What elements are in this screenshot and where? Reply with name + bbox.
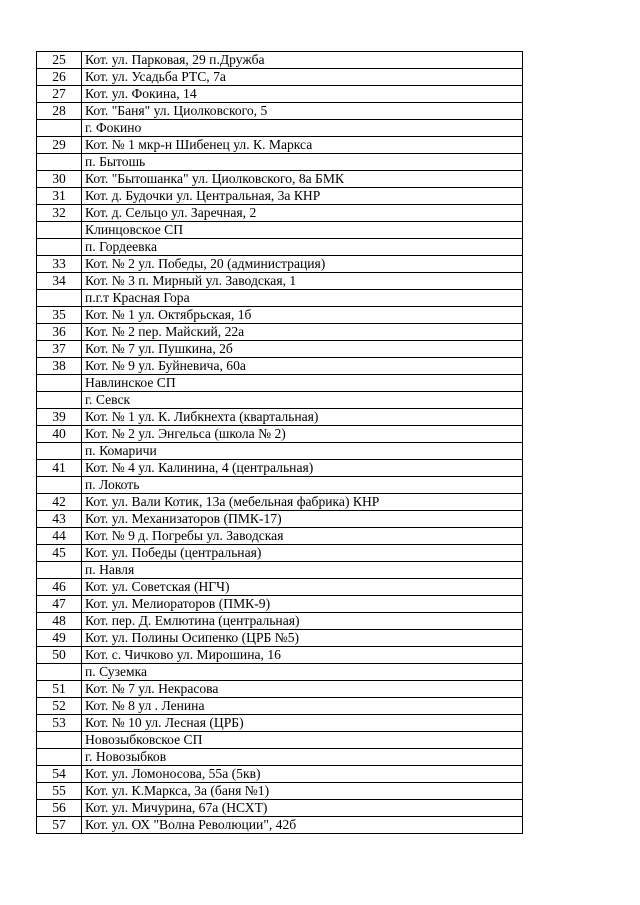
row-number: 34: [37, 273, 82, 290]
table-row: [37, 528, 523, 545]
table-row: [37, 188, 523, 205]
row-number: 45: [37, 545, 82, 562]
row-number: 50: [37, 647, 82, 664]
row-number: 52: [37, 698, 82, 715]
row-number: 49: [37, 630, 82, 647]
row-number: [37, 120, 82, 137]
boiler-address: Кот. № 9 ул. Буйневича, 60а: [82, 358, 523, 375]
boiler-address: Кот. № 1 ул. К. Либкнехта (квартальная): [82, 409, 523, 426]
boiler-address: Кот. д. Сельцо ул. Заречная, 2: [82, 205, 523, 222]
table-row: [37, 205, 523, 222]
table-row: [37, 511, 523, 528]
locality-name: п. Гордеевка: [82, 239, 523, 256]
locality-name: п. Комаричи: [82, 443, 523, 460]
boiler-address: Кот. пер. Д. Емлютина (центральная): [82, 613, 523, 630]
table-row: [37, 766, 523, 783]
table-row: [37, 358, 523, 375]
section-heading-row: [37, 154, 523, 171]
row-number: 47: [37, 596, 82, 613]
locality-name: г. Новозыбков: [82, 749, 523, 766]
row-number: [37, 749, 82, 766]
locality-name: Новозыбковское СП: [82, 732, 523, 749]
row-number: [37, 732, 82, 749]
boiler-address: Кот. № 3 п. Мирный ул. Заводская, 1: [82, 273, 523, 290]
section-heading-row: [37, 664, 523, 681]
table-row: [37, 86, 523, 103]
boiler-address: Кот. № 10 ул. Лесная (ЦРБ): [82, 715, 523, 732]
locality-name: п. Навля: [82, 562, 523, 579]
table-row: [37, 647, 523, 664]
row-number: 27: [37, 86, 82, 103]
table-row: [37, 494, 523, 511]
row-number: [37, 562, 82, 579]
boiler-address: Кот. ул. ОХ "Волна Революции", 42б: [82, 817, 523, 834]
boiler-address: Кот. № 1 мкр-н Шибенец ул. К. Маркса: [82, 137, 523, 154]
table-row: [37, 715, 523, 732]
row-number: 25: [37, 52, 82, 69]
boiler-address: Кот. ул. Полины Осипенко (ЦРБ №5): [82, 630, 523, 647]
row-number: 44: [37, 528, 82, 545]
row-number: 51: [37, 681, 82, 698]
row-number: 53: [37, 715, 82, 732]
table-row: [37, 137, 523, 154]
table-row: [37, 545, 523, 562]
locality-name: п. Локоть: [82, 477, 523, 494]
row-number: 56: [37, 800, 82, 817]
boiler-address: Кот. № 7 ул. Пушкина, 2б: [82, 341, 523, 358]
table-row: [37, 307, 523, 324]
row-number: 37: [37, 341, 82, 358]
table-row: [37, 52, 523, 69]
row-number: 36: [37, 324, 82, 341]
row-number: 55: [37, 783, 82, 800]
boiler-address: Кот. ул. Мичурина, 67а (НСХТ): [82, 800, 523, 817]
row-number: 57: [37, 817, 82, 834]
row-number: [37, 239, 82, 256]
boiler-address: Кот. № 1 ул. Октябрьская, 1б: [82, 307, 523, 324]
locality-name: Клинцовское СП: [82, 222, 523, 239]
locality-name: Навлинское СП: [82, 375, 523, 392]
boiler-address: Кот. ул. Мелиораторов (ПМК-9): [82, 596, 523, 613]
section-heading-row: [37, 562, 523, 579]
boiler-address: Кот. ул. Ломоносова, 55а (5кв): [82, 766, 523, 783]
row-number: 43: [37, 511, 82, 528]
row-number: [37, 375, 82, 392]
table-row: [37, 256, 523, 273]
section-heading-row: [37, 749, 523, 766]
row-number: 38: [37, 358, 82, 375]
row-number: 39: [37, 409, 82, 426]
row-number: 40: [37, 426, 82, 443]
table-row: [37, 460, 523, 477]
row-number: [37, 392, 82, 409]
boiler-address: Кот. "Баня" ул. Циолковского, 5: [82, 103, 523, 120]
boiler-address: Кот. ул. Победы (центральная): [82, 545, 523, 562]
boiler-address: Кот. № 2 пер. Майский, 22а: [82, 324, 523, 341]
row-number: 30: [37, 171, 82, 188]
table-row: [37, 103, 523, 120]
boiler-address: Кот. № 4 ул. Калинина, 4 (центральная): [82, 460, 523, 477]
boiler-address: Кот. ул. Механизаторов (ПМК-17): [82, 511, 523, 528]
table-row: [37, 783, 523, 800]
row-number: 31: [37, 188, 82, 205]
table-row: [37, 324, 523, 341]
section-heading-row: [37, 375, 523, 392]
row-number: [37, 222, 82, 239]
table-row: [37, 698, 523, 715]
table-body: [37, 52, 523, 834]
table-row: [37, 681, 523, 698]
boiler-address: Кот. ул. Парковая, 29 п.Дружба: [82, 52, 523, 69]
row-number: 48: [37, 613, 82, 630]
section-heading-row: [37, 239, 523, 256]
section-heading-row: [37, 290, 523, 307]
locality-name: п. Суземка: [82, 664, 523, 681]
row-number: 29: [37, 137, 82, 154]
section-heading-row: [37, 732, 523, 749]
section-heading-row: [37, 477, 523, 494]
table-row: [37, 341, 523, 358]
boiler-list-table: [36, 51, 523, 834]
row-number: 32: [37, 205, 82, 222]
table-row: [37, 800, 523, 817]
table-row: [37, 409, 523, 426]
document-page: [36, 51, 523, 834]
row-number: [37, 154, 82, 171]
row-number: 41: [37, 460, 82, 477]
row-number: 33: [37, 256, 82, 273]
table-row: [37, 579, 523, 596]
row-number: 42: [37, 494, 82, 511]
section-heading-row: [37, 392, 523, 409]
boiler-address: Кот. с. Чичково ул. Мирошина, 16: [82, 647, 523, 664]
section-heading-row: [37, 222, 523, 239]
boiler-address: Кот. д. Будочки ул. Центральная, 3а КНР: [82, 188, 523, 205]
row-number: [37, 443, 82, 460]
boiler-address: Кот. № 9 д. Погребы ул. Заводская: [82, 528, 523, 545]
locality-name: п. Бытошь: [82, 154, 523, 171]
row-number: 35: [37, 307, 82, 324]
boiler-address: Кот. № 2 ул. Энгельса (школа № 2): [82, 426, 523, 443]
boiler-address: Кот. ул. Советская (НГЧ): [82, 579, 523, 596]
row-number: 28: [37, 103, 82, 120]
row-number: [37, 290, 82, 307]
locality-name: г. Фокино: [82, 120, 523, 137]
boiler-address: Кот. ул. Фокина, 14: [82, 86, 523, 103]
row-number: 26: [37, 69, 82, 86]
locality-name: г. Севск: [82, 392, 523, 409]
boiler-address: Кот. № 8 ул . Ленина: [82, 698, 523, 715]
table-row: [37, 613, 523, 630]
row-number: [37, 477, 82, 494]
table-row: [37, 171, 523, 188]
table-row: [37, 69, 523, 86]
row-number: [37, 664, 82, 681]
section-heading-row: [37, 443, 523, 460]
table-row: [37, 596, 523, 613]
table-row: [37, 426, 523, 443]
boiler-address: Кот. "Бытошанка" ул. Циолковского, 8а БМК: [82, 171, 523, 188]
table-row: [37, 630, 523, 647]
boiler-address: Кот. ул. К.Маркса, 3а (баня №1): [82, 783, 523, 800]
locality-name: п.г.т Красная Гора: [82, 290, 523, 307]
boiler-address: Кот. ул. Усадьба РТС, 7а: [82, 69, 523, 86]
boiler-address: Кот. № 7 ул. Некрасова: [82, 681, 523, 698]
boiler-address: Кот. ул. Вали Котик, 13а (мебельная фабрика) КНР: [82, 494, 523, 511]
boiler-address: Кот. № 2 ул. Победы, 20 (администрация): [82, 256, 523, 273]
table-row: [37, 817, 523, 834]
row-number: 46: [37, 579, 82, 596]
section-heading-row: [37, 120, 523, 137]
row-number: 54: [37, 766, 82, 783]
table-row: [37, 273, 523, 290]
